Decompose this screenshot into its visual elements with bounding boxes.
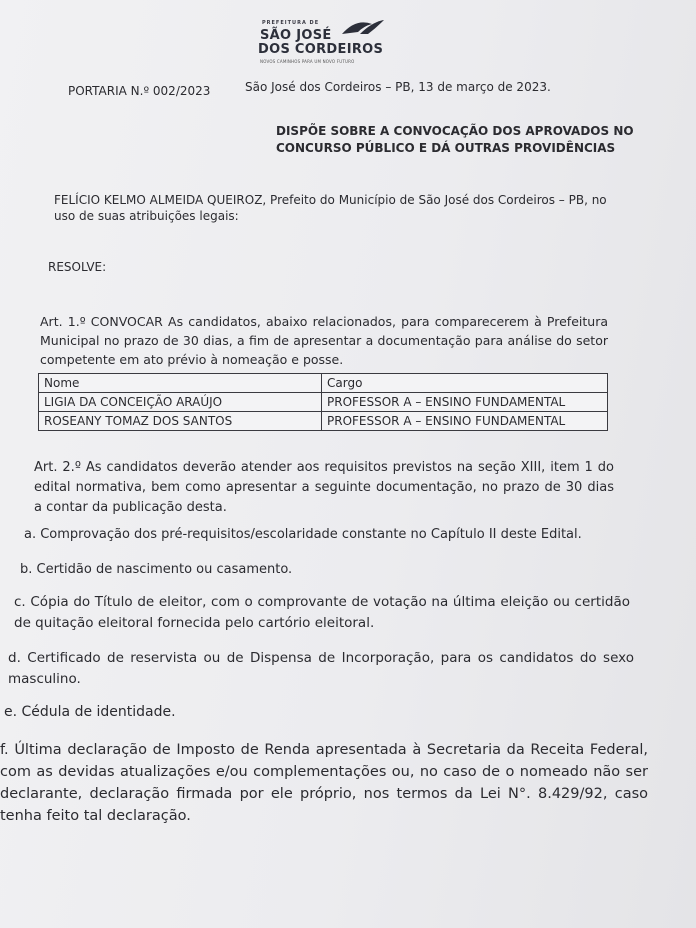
table-row bbox=[39, 393, 608, 412]
article-2: Art. 2.º As candidatos deverão atender aos requisitos previstos na seção XIII, item 1 do edital normativa, bem como apresentar a seguinte documentação, no prazo de 30 dias a contar da publicação desta. bbox=[34, 460, 614, 515]
item-f: f. Última declaração de Imposto de Renda apresentada à Secretaria da Receita Federal, com as devidas atualizações e/ou complementações ou, no caso de o nomeado não ser declarante, declaração firmada por ele próprio, nos termos da Lei N°. 8.429/92, caso tenha feito tal declaração. bbox=[0, 742, 648, 824]
municipality-logo bbox=[258, 14, 388, 70]
article-1: Art. 1.º CONVOCAR As candidatos, abaixo relacionados, para comparecerem à Prefeitura Municipal no prazo de 30 dias, a fim de apresentar a documentação para análise do setor competente em ato prévio à nomeação e posse. bbox=[40, 314, 608, 367]
preamble-line2: uso de suas atribuições legais: bbox=[54, 209, 239, 223]
subject-line1: DISPÕE SOBRE A CONVOCAÇÃO DOS APROVADOS NO bbox=[276, 124, 634, 138]
item-c: c. Cópia do Título de eleitor, com o comprovante de votação na última eleição ou certidão de quitação eleitoral fornecida pelo cartório eleitoral. bbox=[14, 594, 630, 631]
subject-line2: CONCURSO PÚBLICO E DÁ OUTRAS PROVIDÊNCIAS bbox=[276, 141, 616, 155]
header-role: Cargo bbox=[322, 374, 608, 393]
cell-role: PROFESSOR A – ENSINO FUNDAMENTAL bbox=[322, 412, 608, 431]
logo-line2: DOS CORDEIROS bbox=[258, 42, 384, 57]
candidates-table bbox=[38, 373, 608, 431]
cell-role: PROFESSOR A – ENSINO FUNDAMENTAL bbox=[322, 393, 608, 412]
item-e: e. Cédula de identidade. bbox=[4, 704, 176, 720]
logo-mark-icon bbox=[336, 14, 386, 40]
header-name: Nome bbox=[39, 374, 322, 393]
portaria-number: PORTARIA N.º 002/2023 bbox=[68, 84, 211, 98]
resolve-heading: RESOLVE: bbox=[48, 260, 107, 274]
logo-tagline: NOVOS CAMINHOS PARA UM NOVO FUTURO bbox=[260, 59, 355, 64]
cell-name: ROSEANY TOMAZ DOS SANTOS bbox=[39, 412, 322, 431]
table-row bbox=[39, 412, 608, 431]
place-date: São José dos Cordeiros – PB, 13 de março de 2023. bbox=[245, 80, 551, 94]
cell-name: LIGIA DA CONCEIÇÃO ARAÚJO bbox=[39, 393, 322, 412]
logo-prefix: PREFEITURA DE bbox=[262, 20, 320, 26]
preamble-line1: FELÍCIO KELMO ALMEIDA QUEIROZ, Prefeito do Município de São José dos Cordeiros – PB, no bbox=[54, 193, 607, 207]
logo-line1: SÃO JOSÉ bbox=[260, 28, 332, 43]
item-d: d. Certificado de reservista ou de Dispensa de Incorporação, para os candidatos do sexo masculino. bbox=[8, 650, 634, 687]
item-b: b. Certidão de nascimento ou casamento. bbox=[20, 562, 293, 577]
table-header-row bbox=[39, 374, 608, 393]
item-a: a. Comprovação dos pré-requisitos/escolaridade constante no Capítulo II deste Edital. bbox=[24, 527, 582, 542]
